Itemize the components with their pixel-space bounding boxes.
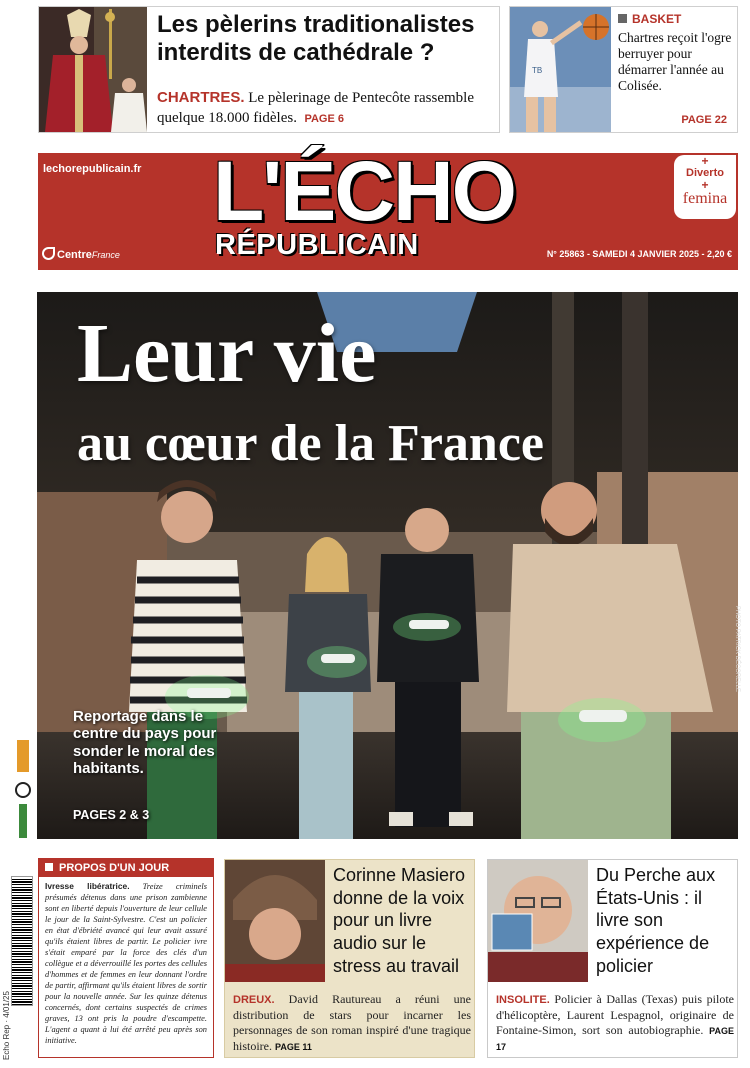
teaser-title: Les pèlerins traditionalistes interdits de cathédrale ? (157, 11, 475, 66)
policeman-photo (488, 860, 588, 982)
supplement-badge[interactable] (674, 155, 736, 219)
hero-page-ref: PAGES 2 & 3 (73, 808, 150, 822)
group-name: Centre (57, 249, 92, 261)
hero-photo[interactable] (37, 292, 738, 839)
section-text: BASKET (632, 12, 682, 26)
story-kicker: INSOLITE. (496, 994, 550, 1006)
masthead (38, 144, 738, 270)
teaser-pelerins[interactable] (38, 6, 500, 133)
plus-icon: + (701, 178, 709, 193)
section-label (618, 12, 681, 26)
recycling-logos (12, 740, 34, 840)
group-suffix: France (91, 250, 120, 260)
propos-body: Treize criminels présumés détenus dans une prison zambienne sont en liberté depuis l'ouverture de leur cellule le jour de la Saint-Sylvestre. C'est un policier en état d'ébriété avancé qui leur avait assuré qu'ils étaient libres de partir. Le policier ivre s'était emparé par la force des clés d'un collègue et a déverrouillé les portes des cellules d'hommes et de femmes en leur donnant l'ordre de partir, affirmant qu'ils étaient libres de sortir pour la nouvelle année. Sur les quinze détenus concernés, dont certains suspectés de crimes graves, 13 ont pris la poudre d'escampette. L'agent a quant à lui été arrêté peu après son initiative. (45, 882, 207, 1045)
barcode (11, 876, 33, 1006)
edition-date: 4/01/25 (2, 991, 11, 1018)
story-body (233, 992, 471, 1054)
propos-title: PROPOS D'UN JOUR (59, 862, 170, 874)
story-page: PAGE 11 (275, 1041, 312, 1052)
square-bullet-icon (45, 863, 53, 871)
teaser-body (157, 88, 497, 128)
group-logo (42, 247, 120, 261)
centre-france-logo-icon (42, 247, 55, 260)
story-body (496, 992, 734, 1054)
story-masiero[interactable] (224, 859, 475, 1058)
propos-text (39, 877, 213, 1050)
plus-icon: + (701, 154, 709, 168)
propos-lead: Ivresse libératrice. (45, 881, 130, 891)
square-bullet-icon (618, 14, 627, 23)
edition-name: Echo Rep (2, 1024, 11, 1060)
teaser-basket[interactable] (509, 6, 738, 133)
badge-diverto: Diverto (686, 167, 724, 179)
teaser-page: PAGE 6 (304, 112, 344, 125)
svg-text:TB: TB (532, 66, 543, 75)
badge-femina: femina (682, 190, 728, 208)
photo-credit: PHOTO PATRICK DÉCORELLE (734, 605, 740, 692)
teaser-body: Chartres reçoit l'ogre berruyer pour démarrer l'année au Colisée. (618, 30, 732, 93)
website-url[interactable]: lechorepublicain.fr (43, 163, 142, 175)
basketball-photo (510, 7, 611, 132)
issue-info: N° 25863 - SAMEDI 4 JANVIER 2025 - 2,20 € (546, 249, 732, 259)
story-title: Corinne Masiero donne de la voix pour un livre audio sur le stress au travail (333, 865, 466, 976)
propos-header (39, 859, 213, 877)
masiero-photo (225, 860, 325, 982)
headline: Leur vie (77, 307, 377, 400)
headline-subtitle: au cœur de la France (77, 415, 544, 472)
teaser-page: PAGE 22 (681, 114, 727, 126)
teaser-text: Le pèlerinage de Pentecôte rassemble quelque 18.000 fidèles. (157, 90, 474, 126)
story-page: PAGE 17 (496, 1026, 734, 1052)
propos-box[interactable] (38, 858, 214, 1058)
hero-caption: Reportage dans le centre du pays pour sonder le moral des habitants. (73, 708, 217, 777)
bishop-photo (39, 7, 147, 132)
edition-sidetext: Echo Rep · 4/01/25 (2, 991, 11, 1060)
story-text: Policier à Dallas (Texas) puis pilote d'hélicoptère, Laurent Lespagnol, originaire de Fontaine-Simon, sort son autobiographie. (496, 992, 735, 1038)
story-kicker: DREUX. (233, 994, 275, 1006)
newspaper-title: L'ÉCHO (213, 144, 515, 238)
teaser-kicker: CHARTRES. (157, 89, 245, 106)
story-title: Du Perche aux États-Unis : il livre son expérience de policier (596, 865, 716, 976)
story-perche[interactable] (487, 859, 738, 1058)
story-text: David Rautureau a réuni une distribution de stars pour incarner les personnages de son roman inspiré d'une tragique histoire. (233, 992, 472, 1053)
newspaper-subtitle: RÉPUBLICAIN (215, 229, 419, 261)
